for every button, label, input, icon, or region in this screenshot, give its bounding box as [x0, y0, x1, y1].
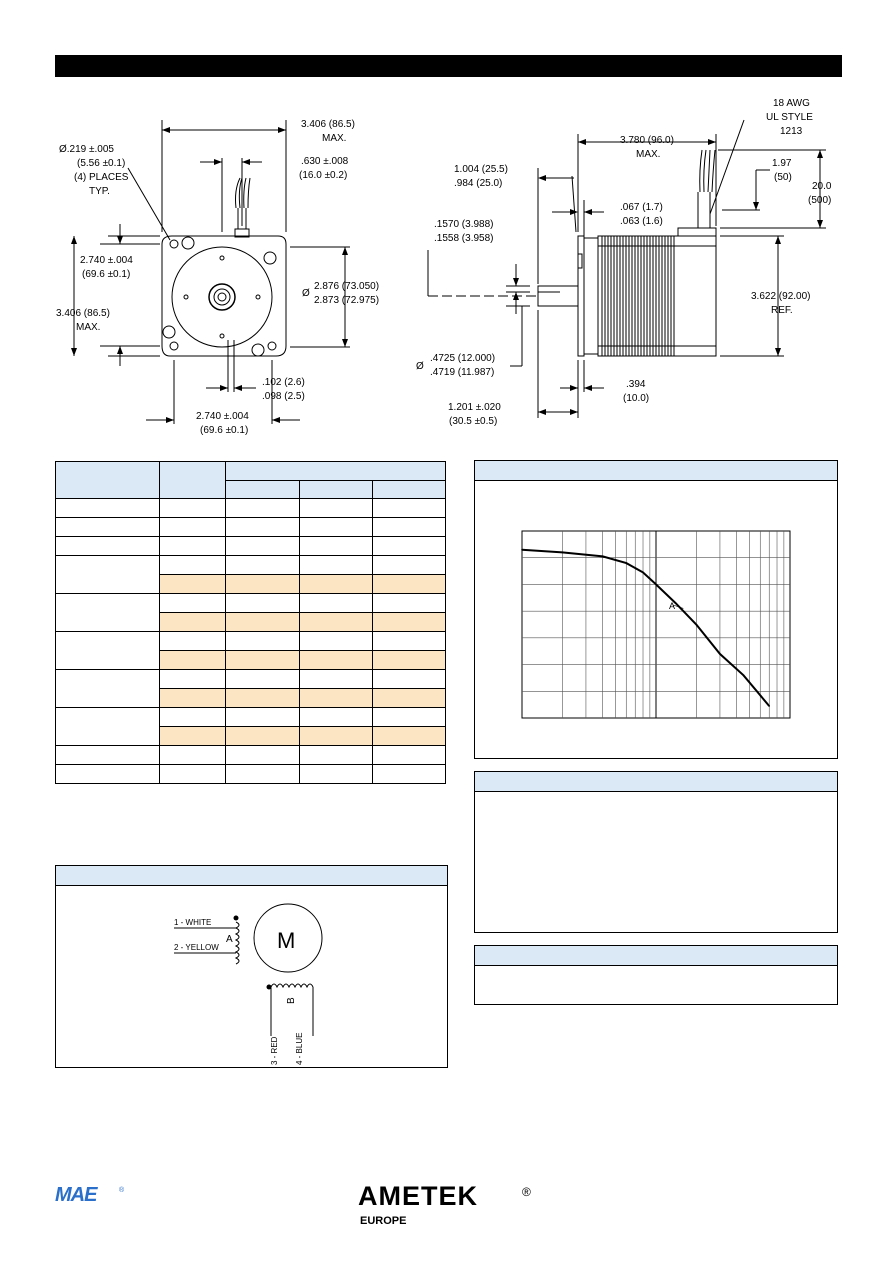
lead-exit-1: 1.97: [772, 158, 792, 169]
flat-2: .098 (2.5): [262, 391, 305, 402]
table-row: [56, 537, 446, 556]
data-point: [626, 562, 628, 564]
hole-spacing-h-2: (69.6 ±0.1): [200, 425, 249, 436]
shaft-dia-1: .4725 (12.000): [430, 353, 496, 364]
lead-2-label: 2 - YELLOW: [174, 943, 219, 952]
flat-width-2: .1558 (3.958): [434, 233, 494, 244]
flat-depth-2: .063 (1.6): [620, 216, 663, 227]
spec-header-winding: [226, 462, 446, 481]
height-max-2: MAX.: [76, 322, 101, 333]
lead-length-1: 20.0: [812, 181, 832, 192]
shaft-length-1: 1.004 (25.5): [454, 164, 508, 175]
data-point: [562, 552, 564, 554]
table-row: [56, 746, 446, 765]
spec-header-parameter: [56, 462, 160, 499]
lead-length-2: (500): [808, 195, 832, 206]
coil-a: [236, 922, 239, 964]
pilot-length-2: (10.0): [623, 393, 650, 404]
data-point: [696, 624, 698, 626]
chart-panel-header: [475, 461, 837, 481]
pilot-dia-1: 2.876 (73.050): [314, 281, 380, 292]
data-point: [655, 584, 657, 586]
table-row: [56, 499, 446, 518]
svg-text:®: ®: [522, 1185, 531, 1199]
info-panel-2: [474, 945, 838, 1005]
wiring-panel: [55, 865, 448, 1068]
body-height-1: 3.622 (92.00): [751, 291, 811, 302]
data-point: [675, 602, 677, 604]
shaft-offset-1: .630 ±.008: [301, 156, 349, 167]
series-line-A: [522, 550, 769, 706]
hole-spacing-v-2: (69.6 ±0.1): [82, 269, 131, 280]
wiring-panel-header: [56, 866, 447, 886]
svg-text:EUROPE: EUROPE: [360, 1215, 407, 1227]
info-panel-2-header: [475, 946, 837, 966]
body-length-1: 3.780 (96.0): [620, 135, 674, 146]
spec-header-col2: [299, 481, 372, 499]
width-max-2: MAX.: [322, 133, 347, 144]
info-panel-1: [474, 771, 838, 933]
lead-exit-2: (50): [774, 172, 792, 183]
table-row: [56, 594, 446, 613]
motor-label: M: [277, 928, 296, 953]
shaft-symbol: Ø: [416, 361, 424, 372]
hole-spacing-h-1: 2.740 ±.004: [196, 411, 249, 422]
curve-label: A: [668, 601, 676, 612]
coil-b: [271, 984, 313, 987]
spec-table: [55, 461, 446, 784]
mae-logo: [55, 1184, 135, 1204]
svg-text:AMETEK: AMETEK: [358, 1181, 478, 1211]
table-row: [56, 518, 446, 537]
phase-b-label: B: [286, 997, 297, 1004]
data-point: [602, 556, 604, 558]
spec-header-col3: [372, 481, 445, 499]
svg-text:®: ®: [119, 1187, 125, 1194]
chart-panel: [474, 460, 838, 759]
lead-wire-3: 1213: [780, 126, 803, 137]
pilot-symbol: Ø: [302, 288, 310, 299]
flat-1: .102 (2.6): [262, 377, 305, 388]
ametek-logo: [358, 1180, 548, 1228]
table-row: [56, 670, 446, 689]
hole-dim-2: (5.56 ±0.1): [77, 158, 126, 169]
spec-header-unit: [160, 462, 226, 499]
data-point: [768, 705, 770, 707]
width-max-1: 3.406 (86.5): [301, 119, 355, 130]
shaft-dia-2: .4719 (11.987): [430, 367, 495, 378]
pilot-dia-2: 2.873 (72.975): [314, 295, 380, 306]
table-row: [56, 632, 446, 651]
flat-depth-1: .067 (1.7): [620, 202, 663, 213]
data-point: [743, 675, 745, 677]
shaft-length-2: .984 (25.0): [454, 178, 503, 189]
lead-wire-2: UL STYLE: [766, 112, 813, 123]
shaft-ext-2: (30.5 ±0.5): [449, 416, 498, 427]
phase-a-label: A: [226, 934, 233, 945]
data-point: [719, 653, 721, 655]
table-row: [56, 708, 446, 727]
wiring-diagram: [56, 886, 447, 1067]
pilot-length-1: .394: [626, 379, 646, 390]
spec-header-col1: [226, 481, 299, 499]
lead-4-label: 4 - BLUE: [295, 1032, 304, 1065]
shaft-offset-2: (16.0 ±0.2): [299, 170, 348, 181]
hole-dim-1: Ø.219 ±.005: [59, 144, 114, 155]
data-point: [521, 549, 523, 551]
table-row: [56, 765, 446, 784]
data-point: [642, 572, 644, 574]
body-height-2: REF.: [771, 305, 793, 316]
lead-1-label: 1 - WHITE: [174, 918, 212, 927]
hole-dim-4: TYP.: [89, 186, 110, 197]
hole-spacing-v-1: 2.740 ±.004: [80, 255, 133, 266]
lead-3-label: 3 - RED: [270, 1036, 279, 1065]
dimension-drawing: [0, 0, 893, 450]
shaft-ext-1: 1.201 ±.020: [448, 402, 501, 413]
torque-speed-chart: [475, 481, 837, 758]
height-max-1: 3.406 (86.5): [56, 308, 110, 319]
info-panel-1-header: [475, 772, 837, 792]
table-row: [56, 556, 446, 575]
flat-width-1: .1570 (3.988): [434, 219, 494, 230]
svg-text:MAE: MAE: [55, 1184, 97, 1204]
body-length-2: MAX.: [636, 149, 661, 160]
hole-dim-3: (4) PLACES: [74, 172, 129, 183]
lead-wire-1: 18 AWG: [773, 98, 810, 109]
